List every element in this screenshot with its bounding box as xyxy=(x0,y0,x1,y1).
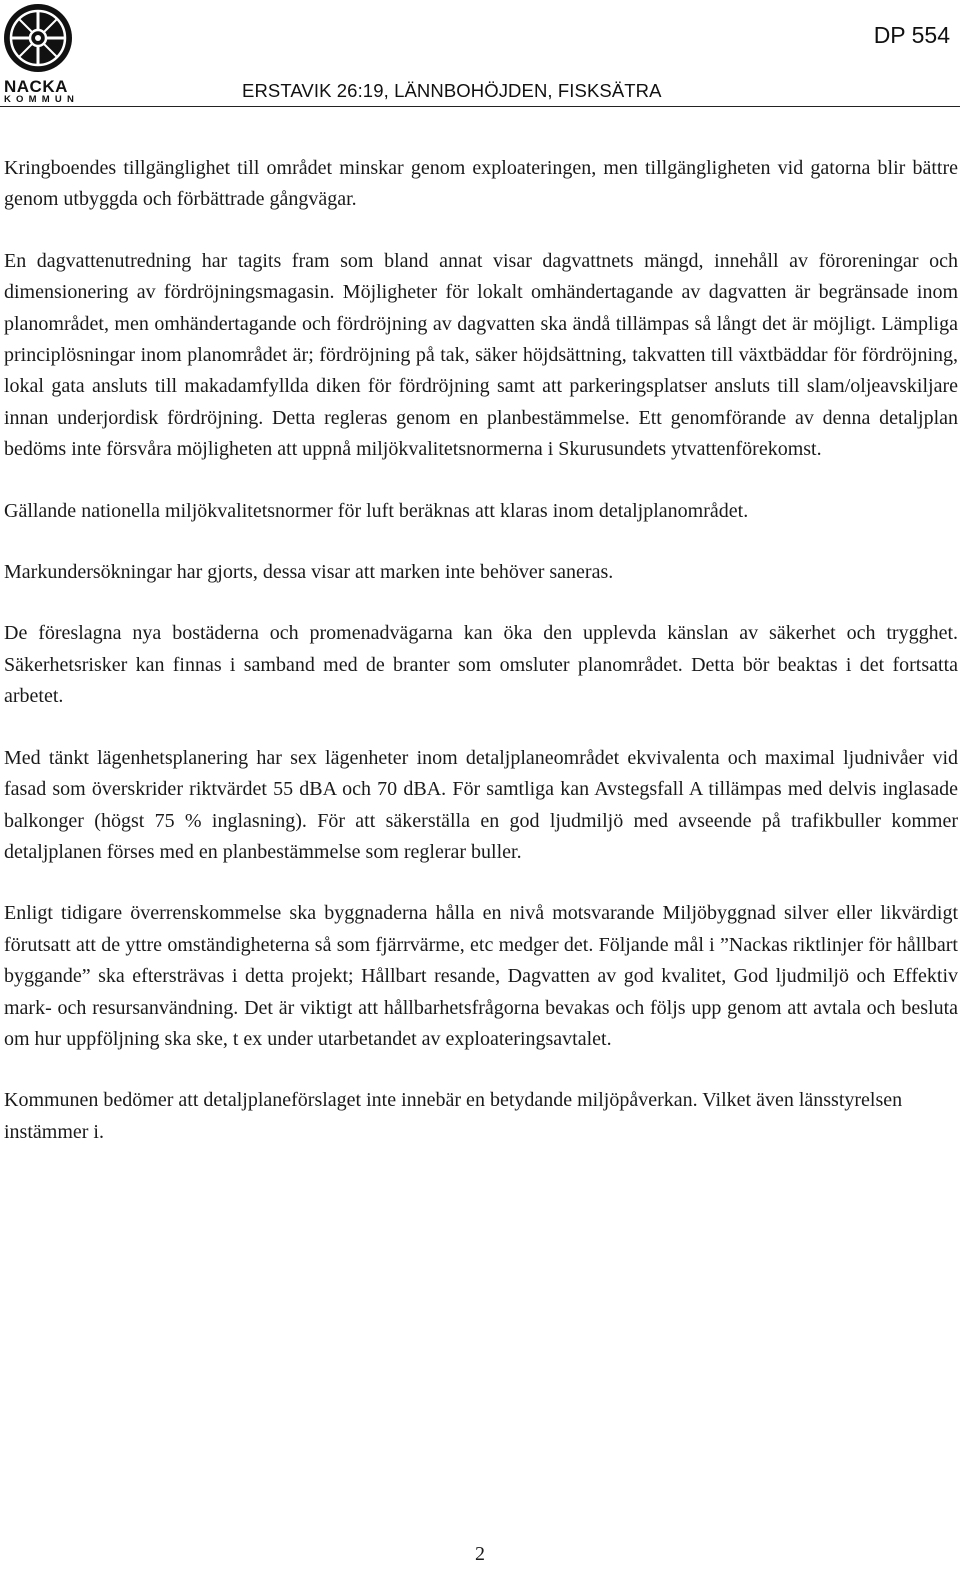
logo-subtitle: KOMMUN xyxy=(4,94,79,105)
document-body xyxy=(4,153,958,1178)
header-rule xyxy=(0,106,960,107)
paragraph-accessibility: Kringboendes tillgänglighet till området minskar genom exploateringen, men tillgängligheten vid gatorna blir bättre genom utbyggda och förbättrade gångvägar. xyxy=(4,157,958,211)
paragraph-soil: Markundersökningar har gjorts, dessa visar att marken inte behöver saneras. xyxy=(4,561,614,584)
nacka-logo xyxy=(2,2,78,106)
paragraph-conclusion: Kommunen bedömer att detaljplaneförslaget inte innebär en betydande miljöpåverkan. Vilket även länsstyrelsen instämmer i. xyxy=(4,1089,903,1143)
paragraph-safety: De föreslagna nya bostäderna och promenadvägarna kan öka den upplevda känslan av säkerhet och trygghet. Säkerhetsrisker kan finnas i samband med de branter som omsluter planområdet. Detta bör beaktas i det fortsatta arbetet. xyxy=(4,622,958,708)
paragraph-stormwater: En dagvattenutredning har tagits fram som bland annat visar dagvattnets mängd, innehåll av föroreningar och dimensionering av fördröjningsmagasin. Möjligheter för lokalt omhändertagande av dagvatten är begränsade inom planområdet, men omhändertagande och fördröjning av dagvatten ska ändå tillämpas så långt det är möjligt. Lämpliga principlösningar inom planområdet är; fördröjning på tak, säker höjdsättning, takvatten till växtbäddar för fördröjning, lokal gata ansluts till makadamfyllda diken för fördröjning samt att parkeringsplatser ansluts till slam/oljeavskiljare innan underjordisk fördröjning. Detta regleras genom en planbestämmelse. Ett genomförande av denna detaljplan bedöms inte försvåra möjligheten att uppnå miljökvalitetsnormerna i Skurusundets ytvattenförekomst. xyxy=(4,249,958,461)
page-header xyxy=(0,0,960,110)
paragraph-air-quality: Gällande nationella miljökvalitetsnormer för luft beräknas att klaras inom detaljplanområdet. xyxy=(4,499,749,522)
document-id: DP 554 xyxy=(873,22,950,48)
paragraph-noise: Med tänkt lägenhetsplanering har sex lägenheter inom detaljplaneområdet ekvivalenta och maximal ljudnivåer vid fasad som överskrider riktvärdet 55 dBA och 70 dBA. För samtliga kan Avstegsfall A tillämpas med delvis inglasade balkonger (högst 75 % inglasning). För att säkerställa en god ljudmiljö med avseende på trafikbuller kommer detaljplanen förses med en planbestämmelse som reglerar buller. xyxy=(4,746,958,863)
logo-name: NACKA xyxy=(4,77,68,96)
nacka-coat-of-arms-icon xyxy=(2,2,74,74)
paragraph-sustainability: Enligt tidigare överrenskommelse ska byggnaderna hålla en nivå motsvarande Miljöbyggnad silver eller likvärdigt förutsatt att de yttre omständigheterna så som fjärrvärme, etc medger det. Följande mål i ”Nackas riktlinjer för hållbart byggande” ska eftersträvas i detta projekt; Hållbart resande, Dagvatten av god kvalitet, God ljudmiljö och Effektiv mark- och resursanvändning. Det är viktigt att hållbarhetsfrågorna bevakas och följs upp genom att avtala och besluta om hur uppföljning ska ske, t ex under utarbetandet av exploateringsavtalet. xyxy=(4,902,958,1050)
page-number: 2 xyxy=(475,1543,485,1565)
document-title: ERSTAVIK 26:19, LÄNNBOHÖJDEN, FISKSÄTRA xyxy=(242,80,662,101)
